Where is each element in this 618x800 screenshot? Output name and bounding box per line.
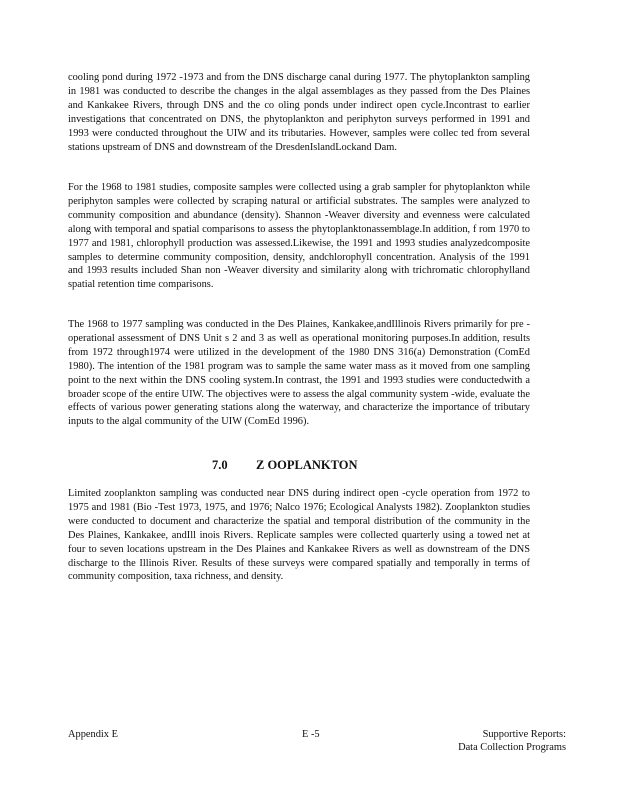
footer-appendix-label: Appendix E — [68, 729, 118, 740]
section-heading — [212, 458, 358, 473]
footer-report-title — [366, 728, 566, 754]
section-number: 7.0 — [212, 458, 228, 472]
footer-report-title-line2: Data Collection Programs — [458, 742, 566, 753]
section-title: Z OOPLANKTON — [256, 458, 358, 472]
footer-page-number: E -5 — [302, 729, 320, 740]
footer-report-title-line1: Supportive Reports: — [482, 729, 566, 740]
paragraph-sampling-objectives: The 1968 to 1977 sampling was conducted in the Des Plaines, Kankakee,andIllinois Rivers primarily for pre -operational assessment of DNS Unit s 2 and 3 as well as operational monitoring purposes.In addition, results from 1972 through1974 were utilized in the development of the 1980 DNS 316(a) Demonstration (ComEd 1980). The intention of the 1981 program was to sample the same water mass as it moved from one sampling point to the next within the DNS cooling system.In contrast, the 1991 and 1993 studies were conductedwith a broader scope of the entire UIW. The objectives were to assess the algal community system -wide, evaluate the effects of various power generating stations along the waterway, and characterize the importance of tributary inputs to the algal community of the UIW (ComEd 1996). — [68, 319, 530, 428]
paragraph-sampling-methods: For the 1968 to 1981 studies, composite samples were collected using a grab sampler for phytoplankton while periphyton samples were collected by scraping natural or artificial substrates. The samples were analyzed to community composition and abundance (density). Shannon -Weaver diversity and evenness were calculated along with temporal and spatial comparisons to assess the phytoplanktonassemblage.In addition, f rom 1970 to 1977 and 1981, chlorophyll production was assessed.Likewise, the 1991 and 1993 studies analyzedcomposite samples to determine community composition, density, andchlorophyll concentration. Analysis of the 1991 and 1993 results included Shan non -Weaver diversity and similarity along with trichromatic chlorophylland spatial retention time comparisons. — [68, 182, 530, 291]
paragraph-zooplankton: Limited zooplankton sampling was conducted near DNS during indirect open -cycle operation from 1972 to 1975 and 1981 (Bio -Test 1973, 1975, and 1976; Nalco 1976; Ecological Analysts 1982). Zooplankton studies were conducted to document and characterize the spatial and temporal distribution of the community in the Des Plaines, Kankakee, andIll inois Rivers. Replicate samples were collected quarterly using a towed net at four to seven locations upstream in the Des Plaines and Kankakee Rivers as well as downstream of the DNS discharge to the Illinois River. Results of these surveys were compared spatially and temporally in terms of community composition, taxa richness, and density. — [68, 488, 530, 583]
paragraph-phytoplankton-history: cooling pond during 1972 -1973 and from the DNS discharge canal during 1977. The phytoplankton sampling in 1981 was conducted to describe the changes in the algal assemblages as they passed from the Des Plaines and Kankakee Rivers, through DNS and the co oling ponds under indirect open cycle.Incontrast to earlier investigations that concentrated on DNS, the phytoplankton and periphyton surveys performed in 1991 and 1993 were conducted throughout the UIW and its tributaries. However, samples were collec ted from several stations upstream of DNS and downstream of the DresdenIslandLockand Dam. — [68, 72, 530, 153]
